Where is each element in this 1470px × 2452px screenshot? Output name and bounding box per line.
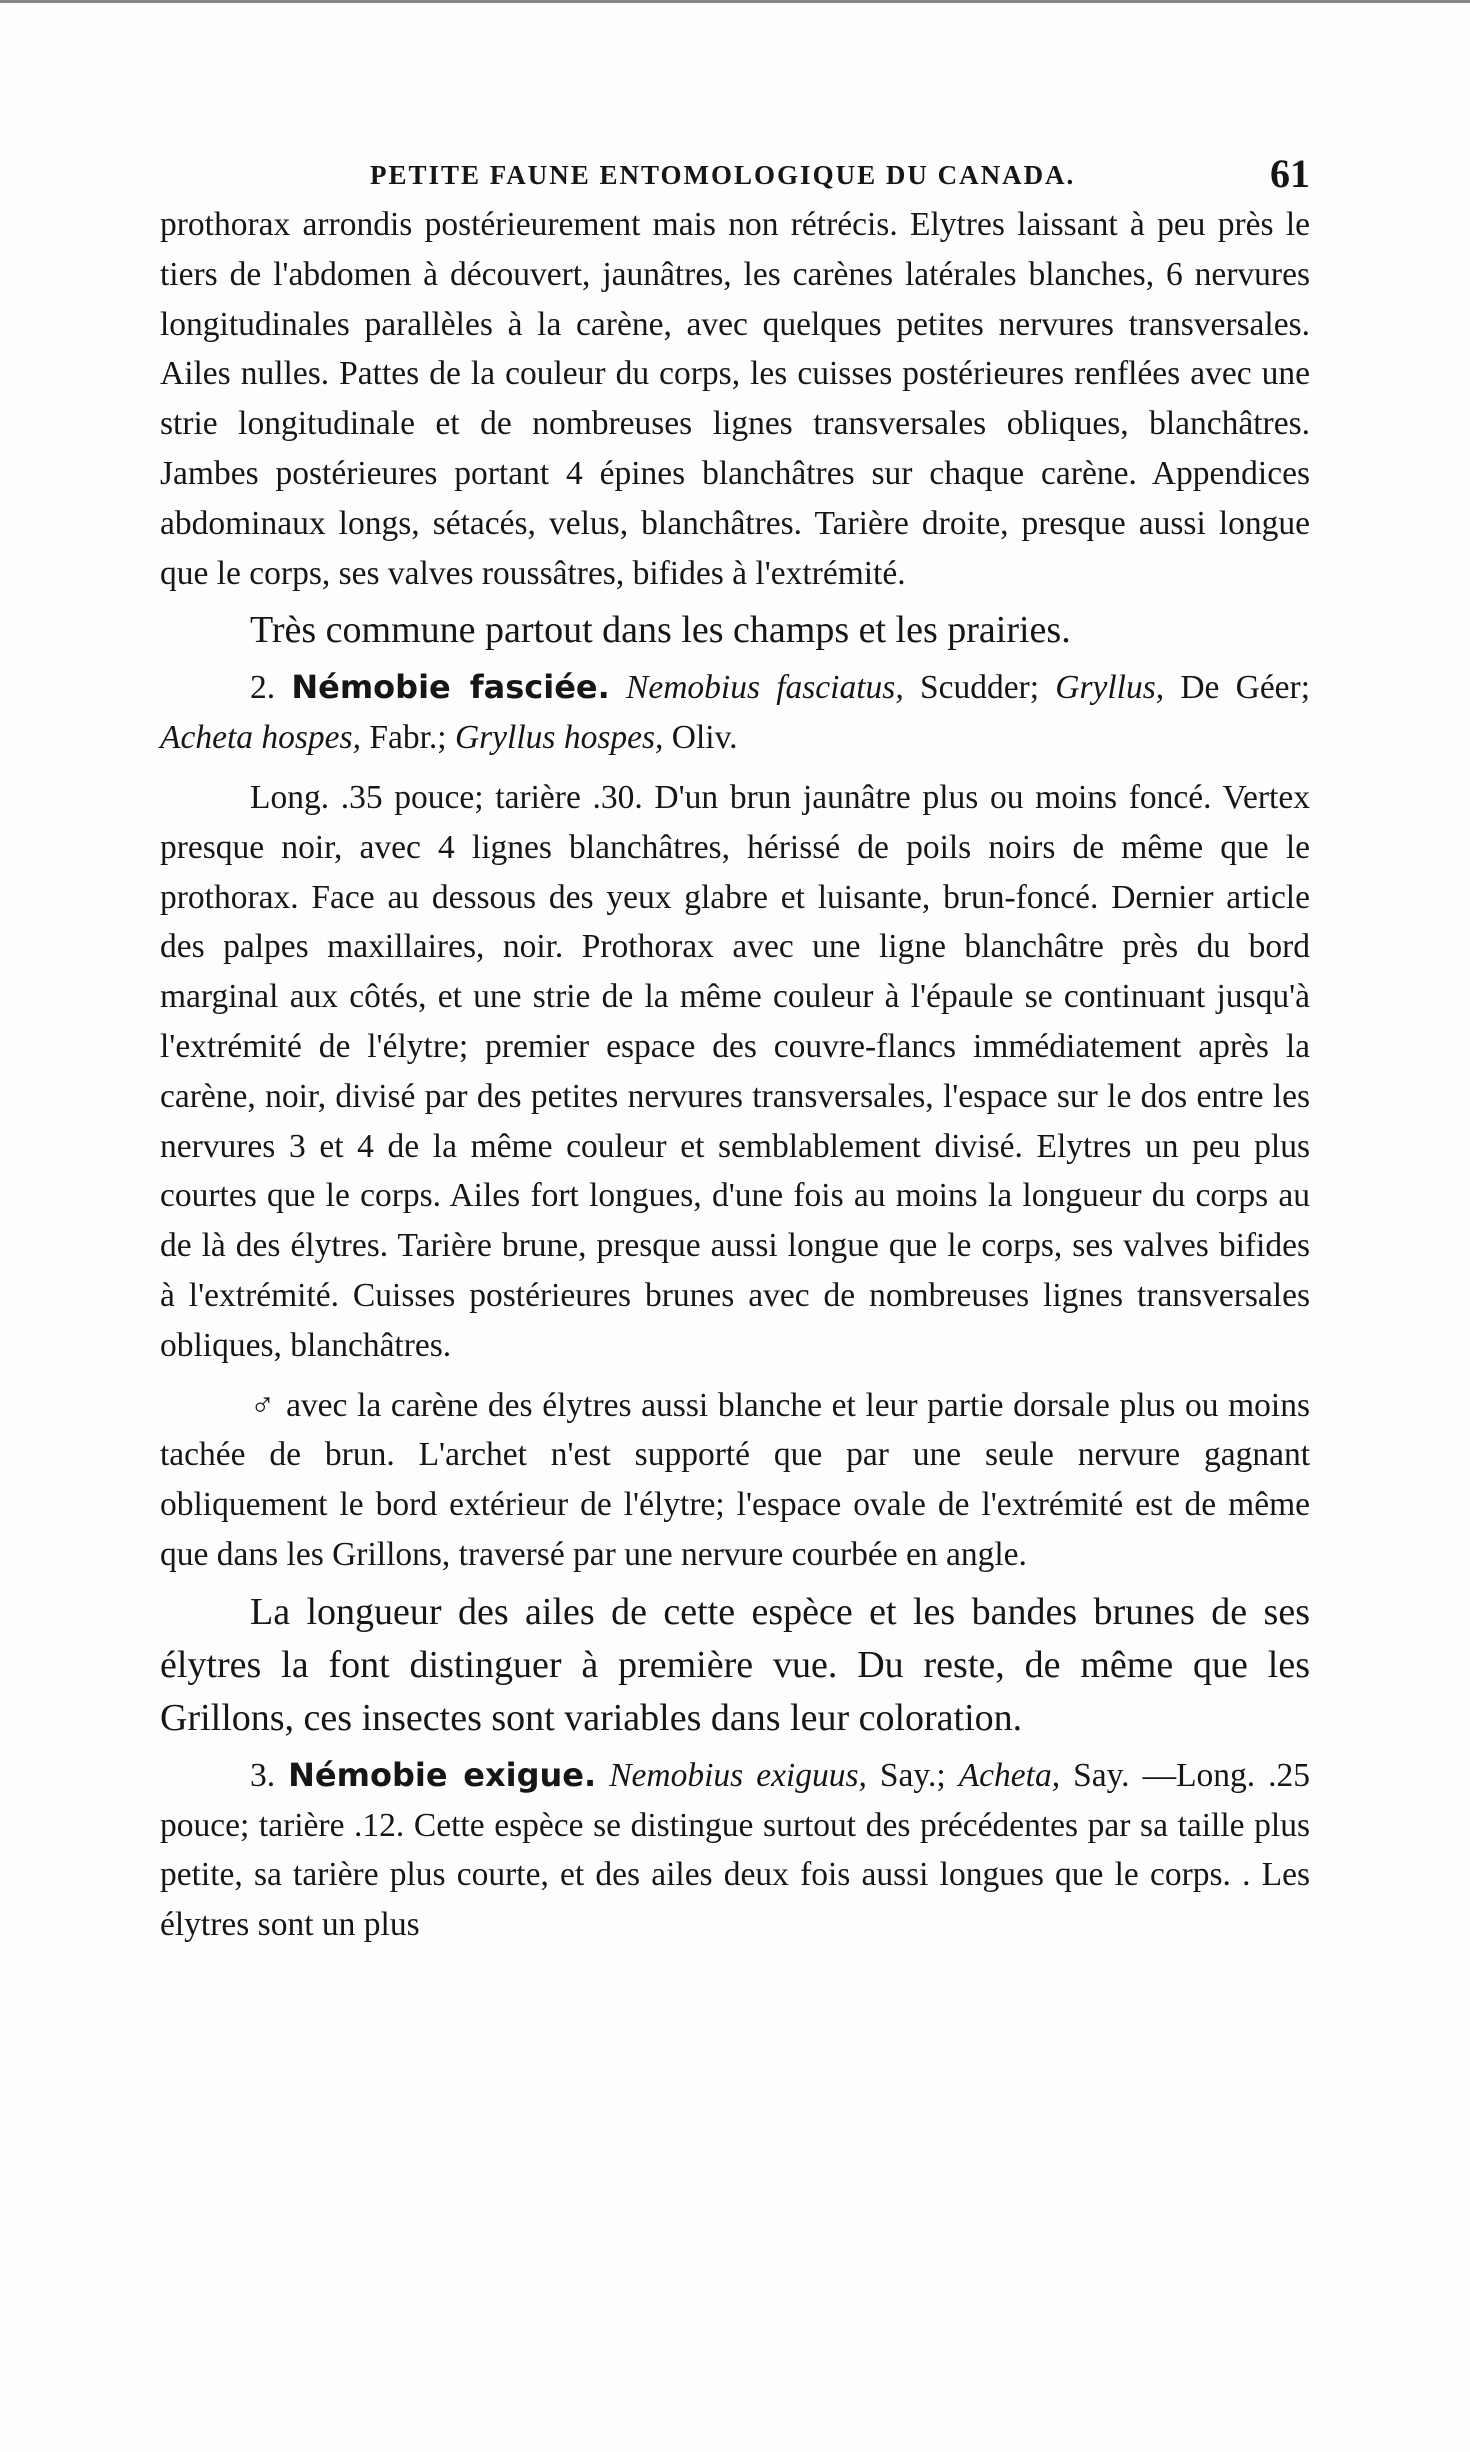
paragraph-habitat-note: Très commune partout dans les champs et les prairies.	[250, 609, 1071, 652]
male-symbol: ♂	[250, 1386, 277, 1424]
synonym: Nemobius exiguus,	[609, 1756, 867, 1794]
species-name: Némobie exigue.	[288, 1755, 597, 1794]
paragraph-continued-description: prothorax arrondis postérieurement mais non rétrécis. Elytres laissant à peu près le tiers de l'abdomen à découvert, jaunâtres, les carènes latérales blanches, 6 nervures longitudinales parallèles à la carène, avec quelques petites nervures transversales. Ailes nulles. Pattes de la couleur du corps, les cuisses postérieures renflées avec une strie longitudinale et de nombreuses lignes transversales obliques, blanchâtres. Jambes postérieures portant 4 épines blanchâtres sur chaque carène. Appendices abdominaux longs, sétacés, velus, blanchâtres. Tarière droite, presque aussi longue que le corps, ses valves roussâtres, bifides à l'extrémité.	[160, 206, 1310, 592]
author: Fabr.;	[369, 719, 447, 757]
running-title: PETITE FAUNE ENTOMOLOGIQUE DU CANADA.	[370, 160, 1076, 190]
page	[160, 120, 1310, 1950]
author: De Géer;	[1180, 669, 1311, 707]
species-entry-3	[160, 1751, 1310, 1950]
species-number: 2.	[250, 669, 276, 707]
synonym: Acheta hospes,	[160, 719, 361, 757]
author: Say.;	[879, 1756, 946, 1794]
author: Say.	[1073, 1756, 1130, 1794]
species-number: 3.	[250, 1756, 276, 1794]
top-edge-rule	[0, 0, 1470, 3]
paragraph-distinguishing-note: La longueur des ailes de cette espèce et les bandes brunes de ses élytres la font distinguer à première vue. Du reste, de même que les Grillons, ces insectes sont variables dans leur coloration.	[160, 1590, 1310, 1739]
author: Scudder;	[919, 669, 1040, 707]
synonym: Acheta,	[958, 1756, 1061, 1794]
paragraph-male-description	[160, 1381, 1310, 1580]
synonym: Gryllus,	[1055, 669, 1165, 707]
species-3-description: —Long. .25 pouce; tarière .12. Cette espèce se distingue surtout des précédentes par sa taille plus petite, sa tarière plus courte, et des ailes deux fois aussi longues que le corps. . Les élytres sont un plus	[160, 1756, 1311, 1944]
page-number: 61	[1270, 151, 1310, 196]
synonym: Gryllus hospes,	[454, 719, 664, 757]
synonym: Nemobius fasciatus,	[626, 669, 904, 707]
species-entry-2	[160, 663, 1310, 763]
species-name: Némobie fasciée.	[291, 668, 610, 707]
author: Oliv.	[671, 719, 738, 757]
male-description-text: avec la carène des élytres aussi blanche et leur partie dorsale plus ou moins tachée de brun. L'archet n'est supporté que par une seule nervure gagnant obliquement le bord extérieur de l'élytre; l'espace ovale de l'extrémité est de même que dans les Grillons, traversé par une nervure courbée en angle.	[160, 1386, 1311, 1573]
paragraph-species-2-description: Long. .35 pouce; tarière .30. D'un brun jaunâtre plus ou moins foncé. Vertex presque noir, avec 4 lignes blanchâtres, hérissé de poils noirs de même que le prothorax. Face au dessous des yeux glabre et luisante, brun-foncé. Dernier article des palpes maxillaires, noir. Prothorax avec une ligne blanchâtre près du bord marginal aux côtés, et une strie de la même couleur à l'épaule se continuant jusqu'à l'extrémité de l'élytre; premier espace des couvre-flancs immédiatement après la carène, noir, divisé par des petites nervures transversales, l'espace sur le dos entre les nervures 3 et 4 de la même couleur et semblablement divisé. Elytres un peu plus courtes que le corps. Ailes fort longues, d'une fois au moins la longueur du corps au de là des élytres. Tarière brune, presque aussi longue que le corps, ses valves bifides à l'extrémité. Cuisses postérieures brunes avec de nombreuses lignes transversales obliques, blanchâtres.	[160, 778, 1310, 1364]
running-header	[160, 120, 1310, 200]
